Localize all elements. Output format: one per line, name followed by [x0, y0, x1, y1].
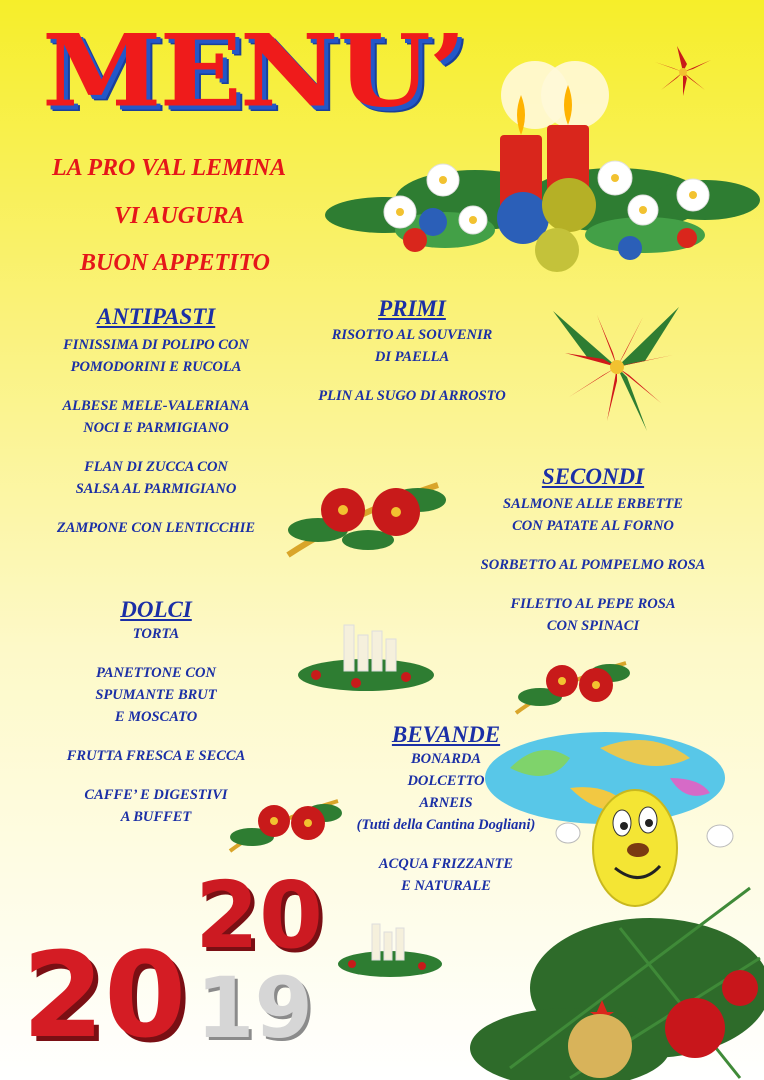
menu-item-line: CON SPINACI	[546, 618, 640, 634]
dolci-section	[46, 597, 266, 828]
menu-item-line: FILETTO AL PEPE ROSA	[510, 596, 676, 612]
menu-item-line: ARNEIS	[419, 795, 473, 811]
christmas-branch-icon	[510, 655, 630, 717]
new-year-top: 20	[195, 862, 324, 969]
menu-item-line: PLIN AL SUGO DI ARROSTO	[318, 388, 506, 404]
menu-item-line: ALBESE MELE-VALERIANA	[62, 398, 250, 414]
greeting-line-2: VI AUGURA	[114, 203, 245, 229]
menu-item-line: POMODORINI E RUCOLA	[70, 359, 242, 375]
old-year: 19	[196, 959, 313, 1057]
menu-item-line: SPUMANTE BRUT	[95, 687, 217, 703]
candles-wreath-icon	[336, 908, 444, 978]
menu-item-line: E NATURALE	[401, 878, 491, 894]
menu-item-line: DI PAELLA	[374, 349, 450, 365]
menu-item-line: E MOSCATO	[114, 709, 198, 725]
candles-wreath-icon	[296, 605, 436, 693]
antipasti-section	[38, 304, 274, 539]
section-title-bevande: BEVANDE	[391, 722, 501, 747]
poinsettia-icon	[550, 300, 685, 435]
section-title-antipasti: ANTIPASTI	[96, 304, 216, 329]
menu-item-line: ZAMPONE CON LENTICCHIE	[56, 520, 256, 536]
menu-item-line: RISOTTO AL SOUVENIR	[331, 327, 493, 343]
secondi-section	[460, 464, 726, 637]
menu-item-line: TORTA	[132, 626, 180, 642]
primi-section	[300, 296, 524, 407]
greeting-line-3: BUON APPETITO	[80, 250, 271, 276]
new-year-bottom: 20	[22, 926, 187, 1064]
christmas-branch-icon	[278, 470, 450, 568]
menu-item-line: BONARDA	[410, 751, 482, 767]
menu-item-line: CAFFE’ E DIGESTIVI	[84, 787, 228, 803]
menu-item-line: FLAN DI ZUCCA CON	[84, 459, 228, 475]
menu-item-line: FINISSIMA DI POLIPO CON	[63, 337, 249, 353]
menu-item-line: SORBETTO AL POMPELMO ROSA	[480, 557, 706, 573]
menu-item-line: PANETTONE CON	[96, 665, 216, 681]
menu-item-line: (Tutti della Cantina Dogliani)	[356, 817, 536, 833]
menu-title: MENU’	[42, 13, 465, 130]
poinsettia-icon	[648, 42, 718, 102]
menu-item-line: ACQUA FRIZZANTE	[378, 856, 514, 872]
section-title-secondi: SECONDI	[541, 464, 645, 489]
bevande-section	[332, 722, 560, 897]
menu-item-line: A BUFFET	[120, 809, 192, 825]
menu-item-line: SALMONE ALLE ERBETTE	[503, 496, 683, 512]
section-title-dolci: DOLCI	[120, 597, 192, 622]
section-title-primi: PRIMI	[378, 296, 446, 321]
year-graphic	[20, 860, 340, 1080]
menu-item-line: NOCI E PARMIGIANO	[83, 420, 229, 436]
menu-item-line: CON PATATE AL FORNO	[512, 518, 674, 534]
menu-item-line: SALSA AL PARMIGIANO	[75, 481, 237, 497]
menu-item-line: FRUTTA FRESCA E SECCA	[66, 748, 246, 764]
greeting-line-1: LA PRO VAL LEMINA	[52, 155, 287, 181]
menu-item-line: DOLCETTO	[407, 773, 485, 789]
